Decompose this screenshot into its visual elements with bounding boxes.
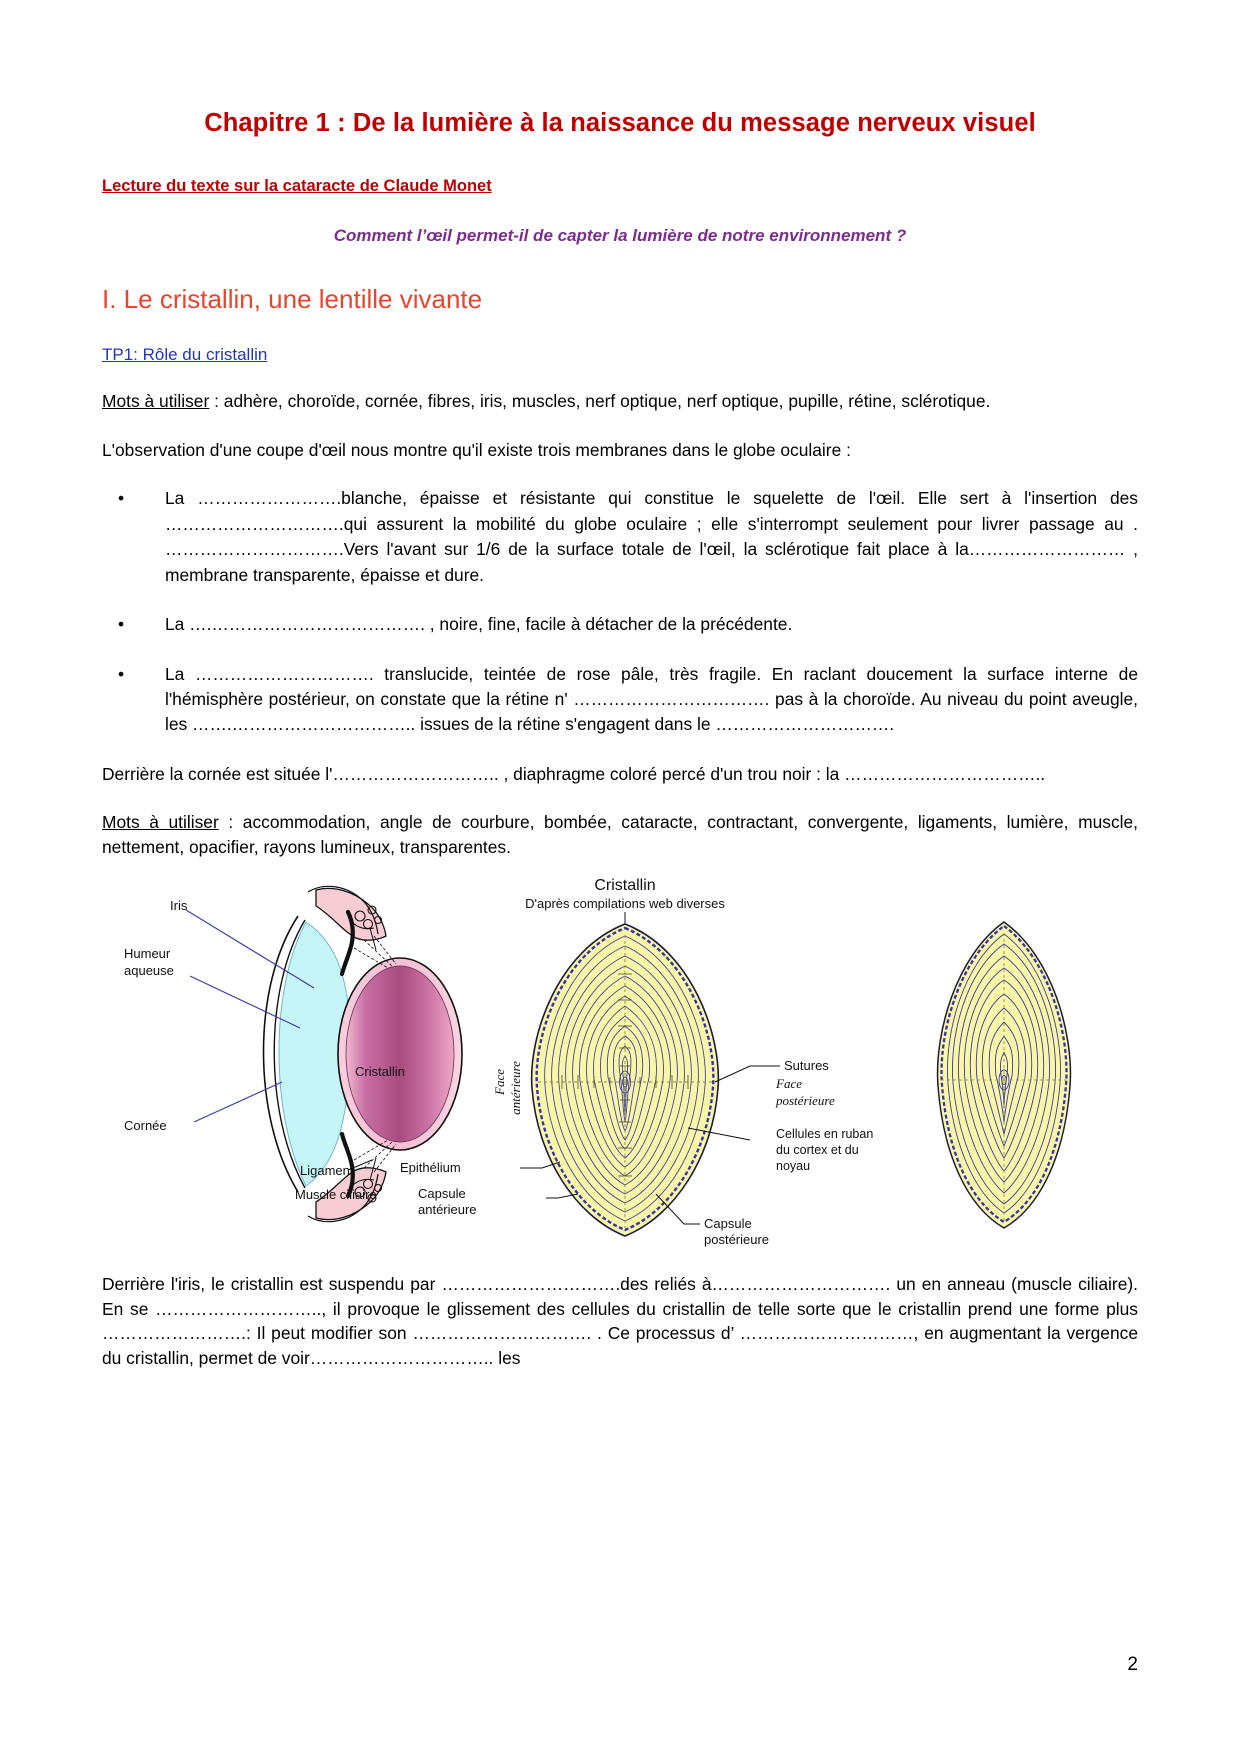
label-humeur-line1: Humeur xyxy=(124,945,171,961)
list-item-text: La …………………….blanche, épaisse et résistante qui constitue le squelette de l'œil. Elle sert à l'insertion des ………………………….qui assurent la mobilité du globe oculaire ; elle s'interrompt seulement pour livrer passage au . ………………………….Vers l'avant sur 1/6 de la surface totale de l'œil, la sclérotique fait place à la……………………… , membrane transparente, épaisse et dure. xyxy=(165,488,1138,585)
label-cristallin-left: Cristallin xyxy=(355,1063,405,1079)
section-title: I. Le cristallin, une lentille vivante xyxy=(102,283,483,314)
words-list-2-label: Mots à utiliser xyxy=(102,812,219,833)
eye-lens-figure-group xyxy=(102,876,1138,1248)
tp-link[interactable]: TP1: Rôle du cristallin xyxy=(102,345,268,365)
membranes-list xyxy=(102,462,1138,737)
list-item xyxy=(102,638,1138,738)
center-diagram-title: Cristallin xyxy=(594,876,656,894)
label-capsule-posterieure-line2: postérieure xyxy=(704,1231,770,1247)
list-item xyxy=(102,462,1138,588)
words-list-1-text: adhère, choroïde, cornée, fibres, iris, muscles, nerf optique, nerf optique, pupille, rétine, sclérotique. xyxy=(223,391,991,412)
figures-row xyxy=(102,876,1138,1248)
label-ligament: Ligament xyxy=(300,1162,354,1178)
bullet-icon: • xyxy=(118,488,125,509)
label-face-anterieure-line1: Face xyxy=(492,1068,507,1095)
closing-paragraph: Derrière l'iris, le cristallin est suspendu par ………………………….des reliés à…………………………. un en anneau (muscle ciliaire). En se ……………………….., il provoque le glissement des cellules du cristallin de telle sorte que le cristallin prend une forme plus …………………….: Il peut modifier son …………………………. . Ce processus d’ …………………………, en augmentant la vergence du cristallin, permet de voir………………………….. les xyxy=(102,1273,1138,1368)
bullet-icon: • xyxy=(118,663,125,684)
label-iris: Iris xyxy=(170,897,188,913)
label-face-posterieure-line1: Face xyxy=(776,1075,802,1091)
words-list-1-label: Mots à utiliser xyxy=(102,391,210,412)
reading-line-wrap xyxy=(102,140,1138,196)
intro-paragraph: L'observation d'une coupe d'œil nous montre qu'il existe trois membranes dans le globe oculaire : xyxy=(102,439,851,460)
label-face-posterieure-line2: postérieure xyxy=(776,1092,835,1108)
iris-paragraph: Derrière la cornée est située l'……………………….. , diaphragme coloré percé d'un trou noir : la …………………………….. xyxy=(102,763,1046,784)
leader-cornee xyxy=(194,1082,282,1122)
label-cornee: Cornée xyxy=(124,1117,167,1133)
right-lens-diagram xyxy=(938,922,1071,1228)
label-epithelium: Epithélium xyxy=(400,1159,461,1175)
label-cellules-ruban-line1: Cellules en ruban xyxy=(776,1126,874,1141)
list-item-text: La …………………………. translucide, teintée de rose pâle, très fragile. En raclant doucement la surface interne de l'hémisphère postérieur, on constate que la rétine n' ……………………………. pas à la choroïde. Au niveau du point aveugle, les …….………………………….. issues de la rétine s'engagent dans le …………………………. xyxy=(165,663,1138,735)
words-list-2-text: accommodation, angle de courbure, bombée, cataracte, contractant, convergente, ligaments, lumière, muscle, nettement, opacifier, rayons lumineux, transparentes. xyxy=(102,812,1139,858)
page-number: 2 xyxy=(1127,1654,1138,1675)
words-list-1-separator: : xyxy=(209,391,224,412)
guiding-question: Comment l’œil permet-il de capter la lumière de notre environnement ? xyxy=(333,225,907,245)
center-diagram-credit: D'après compilations web diverses xyxy=(525,895,725,911)
reading-line: Lecture du texte sur la cataracte de Claude Monet xyxy=(102,176,492,195)
label-capsule-anterieure-line1: Capsule xyxy=(418,1185,466,1201)
label-face-anterieure-line2: antérieure xyxy=(508,1060,523,1115)
bullet-icon: • xyxy=(118,614,125,635)
label-sutures: Sutures xyxy=(784,1057,829,1073)
page-title: Chapitre 1 : De la lumière à la naissance du message nerveux visuel xyxy=(204,109,1036,137)
label-cellules-ruban-line3: noyau xyxy=(776,1158,811,1173)
list-item xyxy=(102,588,1138,637)
label-capsule-posterieure-line1: Capsule xyxy=(704,1215,752,1231)
label-humeur-line2: aqueuse xyxy=(124,962,174,978)
label-capsule-anterieure-line2: antérieure xyxy=(418,1201,477,1217)
list-item-text: La ….………………………………. , noire, fine, facile à détacher de la précédente. xyxy=(165,614,793,635)
words-list-2-separator: : xyxy=(218,812,243,833)
center-lens-diagram xyxy=(400,877,873,1247)
words-list-1 xyxy=(102,365,1138,414)
label-cellules-ruban-line2: du cortex et du xyxy=(776,1142,859,1157)
label-muscle-ciliaire: Muscle ciliaire xyxy=(295,1186,377,1202)
words-list-2 xyxy=(102,786,1138,859)
leader-sutures xyxy=(715,1066,780,1082)
